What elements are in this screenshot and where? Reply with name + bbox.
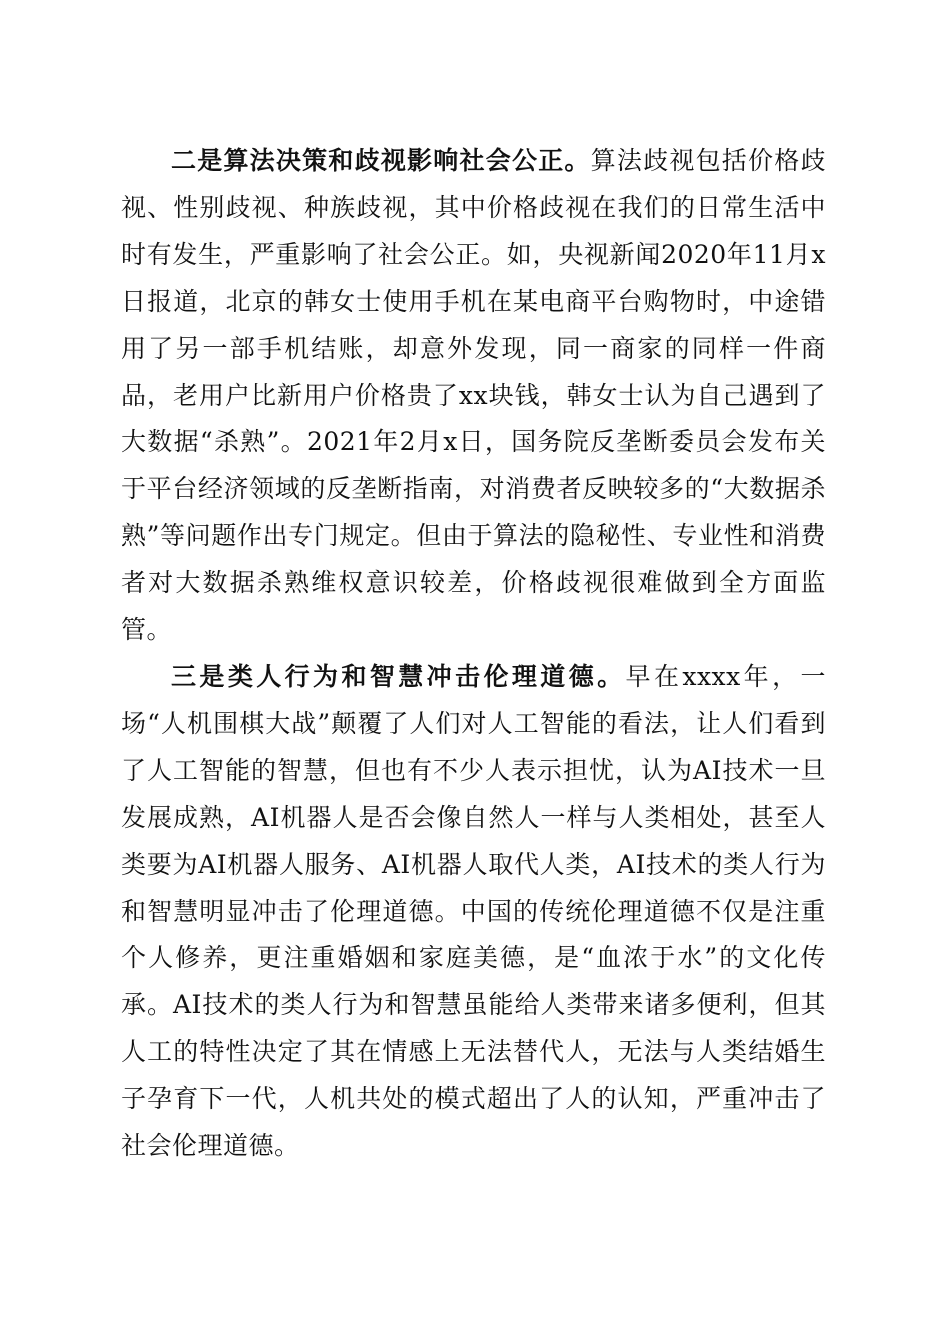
paragraph-text: 早在xxxx年，一场“人机围棋大战”颠覆了人们对人工智能的看法，让人们看到了人工智能的智慧，但也有不少人表示担忧，认为AI技术一旦发展成熟，AI机器人是否会像自然人一样与人类相处，甚至人类要为AI机器人服务、AI机器人取代人类，AI技术的类人行为和智慧明显冲击了伦理道德。中国的传统伦理道德不仅是注重个人修养，更注重婚姻和家庭美德，是“血浓于水”的文化传承。AI技术的类人行为和智慧虽能给人类带来诸多便利，但其人工的特性决定了其在情感上无法替代人，无法与人类结婚生子孕育下一代，人机共处的模式超出了人的认知，严重冲击了社会伦理道德。 [121, 661, 826, 1161]
paragraph-lead: 三是类人行为和智慧冲击伦理道德。 [171, 661, 626, 691]
paragraph-text: 算法歧视包括价格歧视、性别歧视、种族歧视，其中价格歧视在我们的日常生活中时有发生，严重影响了社会公正。如，央视新闻2020年11月x日报道，北京的韩女士使用手机在某电商平台购物时，中途错用了另一部手机结账，却意外发现，同一商家的同样一件商品，老用户比新用户价格贵了xx块钱，韩女士认为自己遇到了大数据“杀熟”。2021年2月x日，国务院反垄断委员会发布关于平台经济领域的反垄断指南，对消费者反映较多的“大数据杀熟”等问题作出专门规定。但由于算法的隐秘性、专业性和消费者对大数据杀熟维权意识较差，价格歧视很难做到全方面监管。 [121, 146, 826, 645]
document-body [121, 138, 826, 1170]
paragraph-lead: 二是算法决策和歧视影响社会公正。 [171, 146, 591, 175]
paragraph-algorithm-discrimination [121, 138, 826, 654]
paragraph-ethics-impact [121, 654, 826, 1170]
